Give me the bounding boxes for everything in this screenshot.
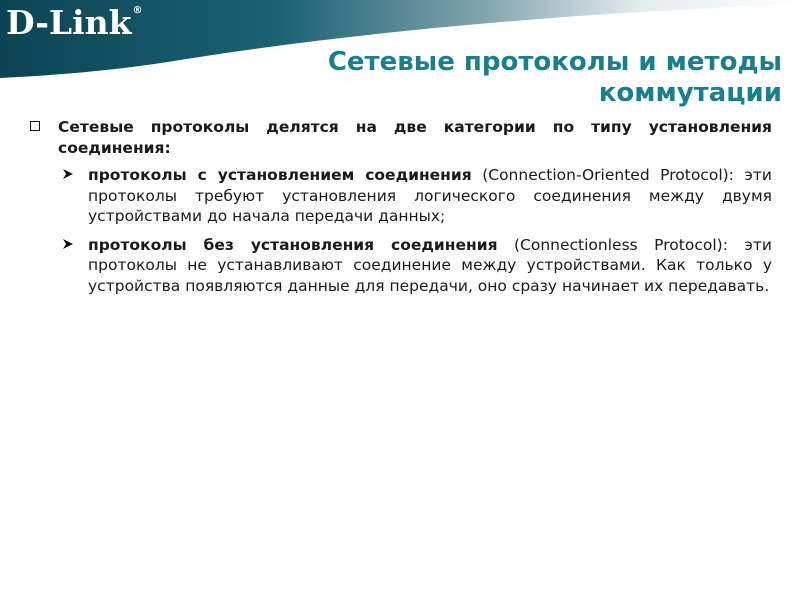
sub-bullet-text: (Connection-Oriented Protocol): эти протоколы требуют установления логического соединения между двумя устройствами до начала передачи данных; [88,166,772,225]
sub-bullet-item [60,165,772,227]
slide-title [222,47,782,109]
slide-title-line-1: Сетевые протоколы и методы [327,47,782,77]
arrow-bullet-icon [62,168,74,180]
d-link-logo [6,3,143,42]
slide-content [30,117,772,304]
sub-bullet-item [60,235,772,297]
slide-title-line-2: коммутации [598,78,782,108]
arrow-bullet-icon [62,238,74,250]
sub-bullet-list [60,165,772,296]
main-bullet-item [30,117,772,159]
square-bullet-icon [30,121,40,131]
sub-bullet-bold: протоколы без установления соединения [88,235,498,254]
sub-bullet-bold: протоколы с установлением соединения [88,166,472,184]
sub-bullet-text: (Connectionless Protocol): эти протоколы не устанавливают соединение между устройствами. Как только у устройства появляются данные для передачи, оно сразу начинает их передавать. [88,235,772,295]
logo-text: D-Link [6,3,132,42]
registered-mark: ® [132,5,143,16]
main-bullet-text: Сетевые протоколы делятся на две категории по типу установления соединения: [58,118,772,157]
